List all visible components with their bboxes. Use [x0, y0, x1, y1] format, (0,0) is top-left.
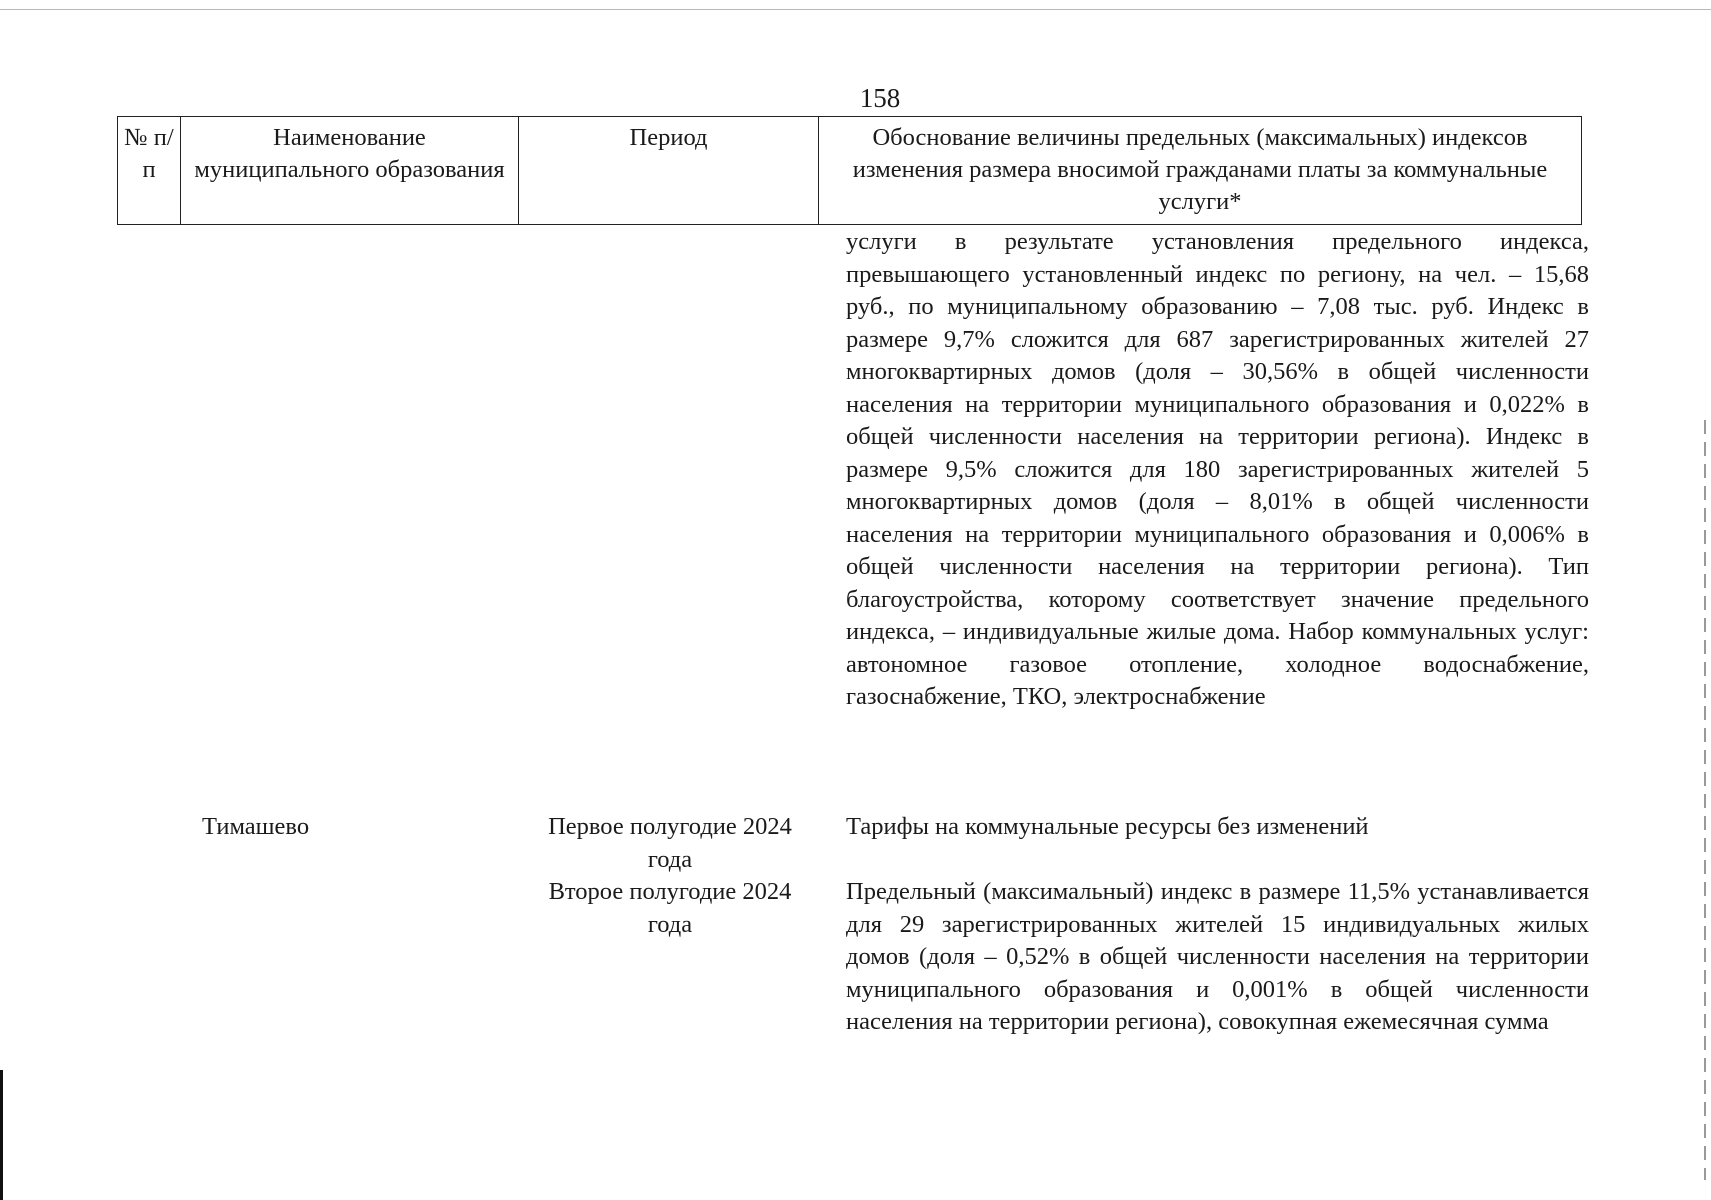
- header-row: [118, 117, 1582, 225]
- row-name: Тимашево: [202, 813, 310, 840]
- row-period: Второе полугодие 2024 года: [548, 878, 792, 938]
- header-col-num: № п/п: [118, 117, 181, 225]
- row-justification: услуги в результате установления предельного индекса, превышающего установленный индекс по региону, на чел. – 15,68 руб., по муниципальному образованию – 7,08 тыс. руб. Индекс в размере 9,7% сложится для 687 зарегистрированных жителей 27 многоквартирных домов (доля – 30,56% в общей численности населения на территории муниципального образования и 0,022% в общей численности населения на территории региона). Индекс в размере 9,5% сложится для 180 зарегистрированных жителей 5 многоквартирных домов (доля – 8,01% в общей численности населения на территории муниципального образования и 0,006% в общей численности населения на территории региона). Тип благоустройства, которому соответствует значение предельного индекса, – индивидуальные жилые дома. Набор коммунальных услуг: автономное газовое отопление, холодное водоснабжение, газоснабжение, ТКО, электроснабжение: [846, 228, 1589, 710]
- header-col-name: Наименование муниципального образования: [181, 117, 519, 225]
- header-col-period: Период: [519, 117, 819, 225]
- row-period: Первое полугодие 2024 года: [548, 813, 792, 873]
- scan-edge-top: [0, 9, 1711, 10]
- row-justification: Тарифы на коммунальные ресурсы без изменений: [846, 813, 1369, 840]
- scan-edge-right: [1704, 420, 1706, 1180]
- row-justification: Предельный (максимальный) индекс в размере 11,5% устанавливается для 29 зарегистрированных жителей 15 индивидуальных жилых домов (доля – 0,52% в общей численности населения на территории муниципального образования и 0,001% в общей численности населения на территории региона), совокупная ежемесячная сумма: [846, 878, 1589, 1035]
- page-number: 158: [859, 83, 901, 113]
- table-header: [117, 116, 1582, 225]
- header-col-justification: Обоснование величины предельных (максимальных) индексов изменения размера вносимой гражданами платы за коммунальные услуги*: [819, 117, 1582, 225]
- scan-edge-left: [0, 1070, 3, 1200]
